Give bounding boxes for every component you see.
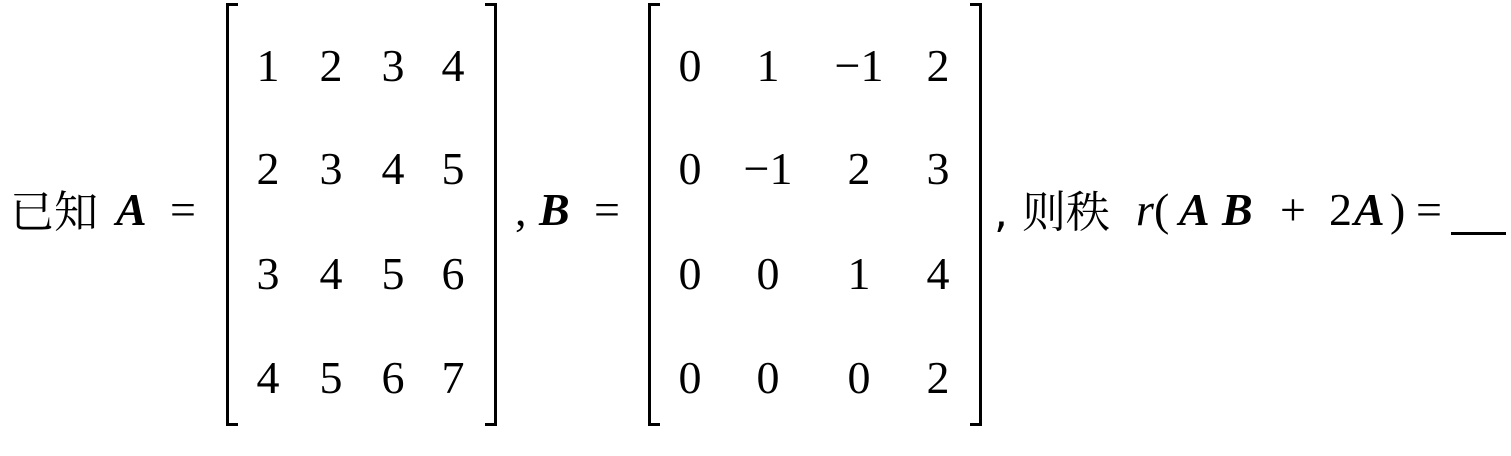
- matrix-b-cell: 2: [926, 40, 950, 91]
- matrix-a-cell: 7: [441, 352, 465, 403]
- matrix-a-cell: 4: [441, 40, 465, 91]
- open-parenthesis: (: [1154, 184, 1170, 235]
- matrix-b-cell: −1: [834, 40, 884, 91]
- matrix-a-cell: 5: [441, 143, 465, 194]
- matrix-b-cell: −1: [743, 143, 793, 194]
- matrix-b-right-bracket: [970, 3, 982, 426]
- matrix-a-cell: 3: [256, 248, 280, 299]
- matrix-a-cell: 6: [381, 352, 405, 403]
- close-parenthesis: ): [1390, 184, 1406, 235]
- matrix-a-cell: 3: [319, 143, 343, 194]
- matrix-a-cell: 4: [319, 248, 343, 299]
- matrix-a-cell: 2: [256, 143, 280, 194]
- matrix-a-symbol: A: [116, 184, 147, 235]
- matrix-b-cell: 3: [926, 143, 950, 194]
- matrix-a-right-bracket: [485, 3, 497, 426]
- expression-b-symbol: B: [1222, 184, 1253, 235]
- matrix-b-cell: 0: [678, 40, 702, 91]
- equals-sign-a: =: [170, 184, 196, 235]
- matrix-a-cell: 3: [381, 40, 405, 91]
- equals-sign-b: =: [594, 184, 620, 235]
- rank-prefix: , 则秩: [994, 187, 1110, 238]
- plus-sign: +: [1280, 184, 1306, 235]
- matrix-b-left-bracket: [648, 3, 660, 426]
- matrix-b-cell: 0: [678, 143, 702, 194]
- matrix-b-cell: 2: [847, 143, 871, 194]
- matrix-a-cell: 6: [441, 248, 465, 299]
- matrix-b-cell: 4: [926, 248, 950, 299]
- result-equals-sign: =: [1416, 184, 1442, 235]
- matrix-a-cell: 5: [381, 248, 405, 299]
- matrix-b-cell: 0: [678, 248, 702, 299]
- matrix-a-cell: 5: [319, 352, 343, 403]
- comma-separator: ,: [515, 184, 527, 235]
- rank-function-r: r: [1136, 184, 1154, 235]
- matrix-a-cell: 2: [319, 40, 343, 91]
- matrix-b-cell: 2: [926, 352, 950, 403]
- matrix-a-cell: 4: [256, 352, 280, 403]
- matrix-b-cell: 0: [756, 352, 780, 403]
- expression-second-a-symbol: A: [1354, 184, 1385, 235]
- matrix-b-cell: 0: [756, 248, 780, 299]
- matrix-b-cell: 1: [847, 248, 871, 299]
- matrix-a-left-bracket: [226, 3, 238, 426]
- problem-prefix: 已知: [10, 187, 98, 238]
- expression-a-symbol: A: [1179, 184, 1210, 235]
- answer-blank-line: [1451, 232, 1506, 235]
- coefficient-two: 2: [1329, 184, 1352, 235]
- matrix-b-cell: 1: [756, 40, 780, 91]
- matrix-b-cell: 0: [678, 352, 702, 403]
- matrix-b-symbol: B: [539, 184, 570, 235]
- matrix-a-cell: 1: [256, 40, 280, 91]
- matrix-b-cell: 0: [847, 352, 871, 403]
- matrix-a-cell: 4: [381, 143, 405, 194]
